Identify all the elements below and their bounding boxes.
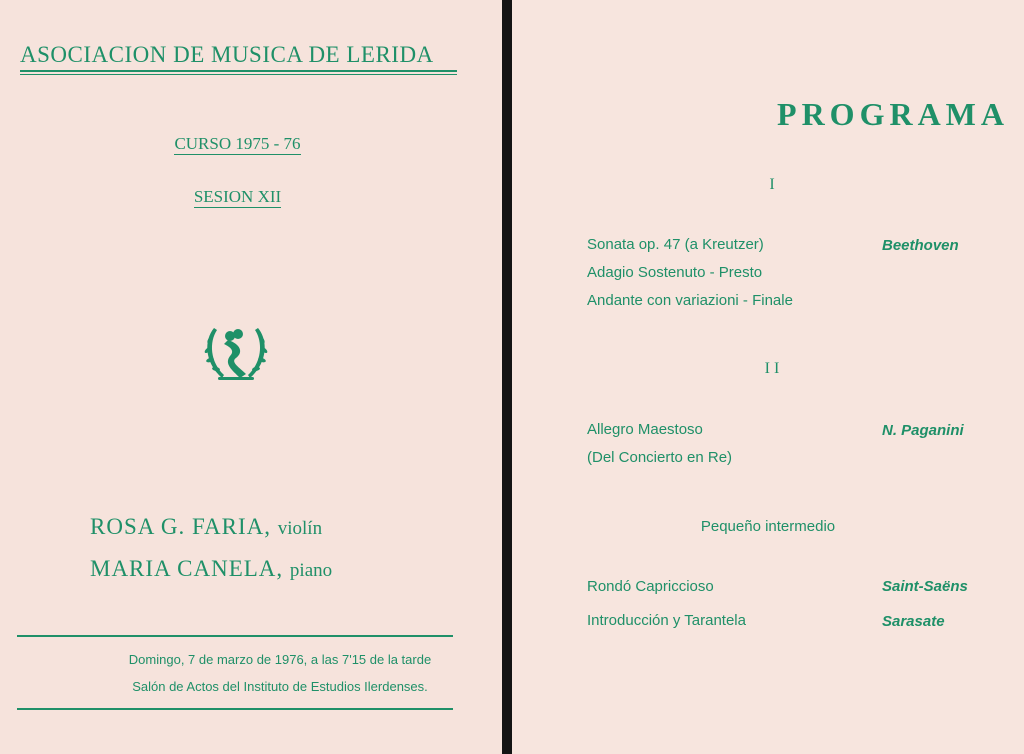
venue-line: Salón de Actos del Instituto de Estudios Ilerdenses. bbox=[132, 679, 428, 694]
part-one-line-1: Sonata op. 47 (a Kreutzer) bbox=[587, 236, 764, 253]
title-rule-bottom bbox=[20, 74, 457, 75]
title-rule-top bbox=[20, 70, 457, 72]
footer-rule-bottom bbox=[17, 708, 453, 710]
date-line: Domingo, 7 de marzo de 1976, a las 7'15 de la tarde bbox=[128, 652, 432, 667]
part-two-line-2: (Del Concierto en Re) bbox=[587, 449, 733, 466]
organization-title: ASOCIACION DE MUSICA DE LERIDA bbox=[20, 42, 434, 67]
composer-saint-saens: Saint-Saëns bbox=[882, 578, 968, 595]
course-label: CURSO 1975 - 76 bbox=[174, 134, 301, 153]
part-one-line-2: Adagio Sostenuto - Presto bbox=[587, 264, 763, 281]
composer-sarasate: Sarasate bbox=[882, 613, 945, 630]
part-two-line-1: Allegro Maestoso bbox=[587, 421, 703, 438]
composer-beethoven: Beethoven bbox=[882, 237, 959, 254]
part-three-piece-1: Rondó Capriccioso bbox=[587, 578, 714, 595]
session-label: SESION XII bbox=[193, 187, 282, 206]
program-title: PROGRAMA bbox=[777, 96, 1009, 132]
part-three-piece-2: Introducción y Tarantela bbox=[587, 612, 746, 629]
performer-piano: MARIA CANELA, piano bbox=[90, 556, 333, 581]
part-two-numeral: I I bbox=[764, 360, 780, 377]
intermission-label: Pequeño intermedio bbox=[700, 518, 836, 535]
laurel-emblem-icon bbox=[200, 318, 272, 386]
performer-violin: ROSA G. FARIA, violín bbox=[90, 514, 323, 539]
program-page bbox=[512, 0, 1024, 754]
part-one-line-3: Andante con variazioni - Finale bbox=[587, 292, 793, 309]
cover-page bbox=[0, 0, 502, 754]
footer-rule-top bbox=[17, 635, 453, 637]
part-one-numeral: I bbox=[769, 176, 775, 193]
composer-paganini: N. Paganini bbox=[882, 422, 964, 439]
